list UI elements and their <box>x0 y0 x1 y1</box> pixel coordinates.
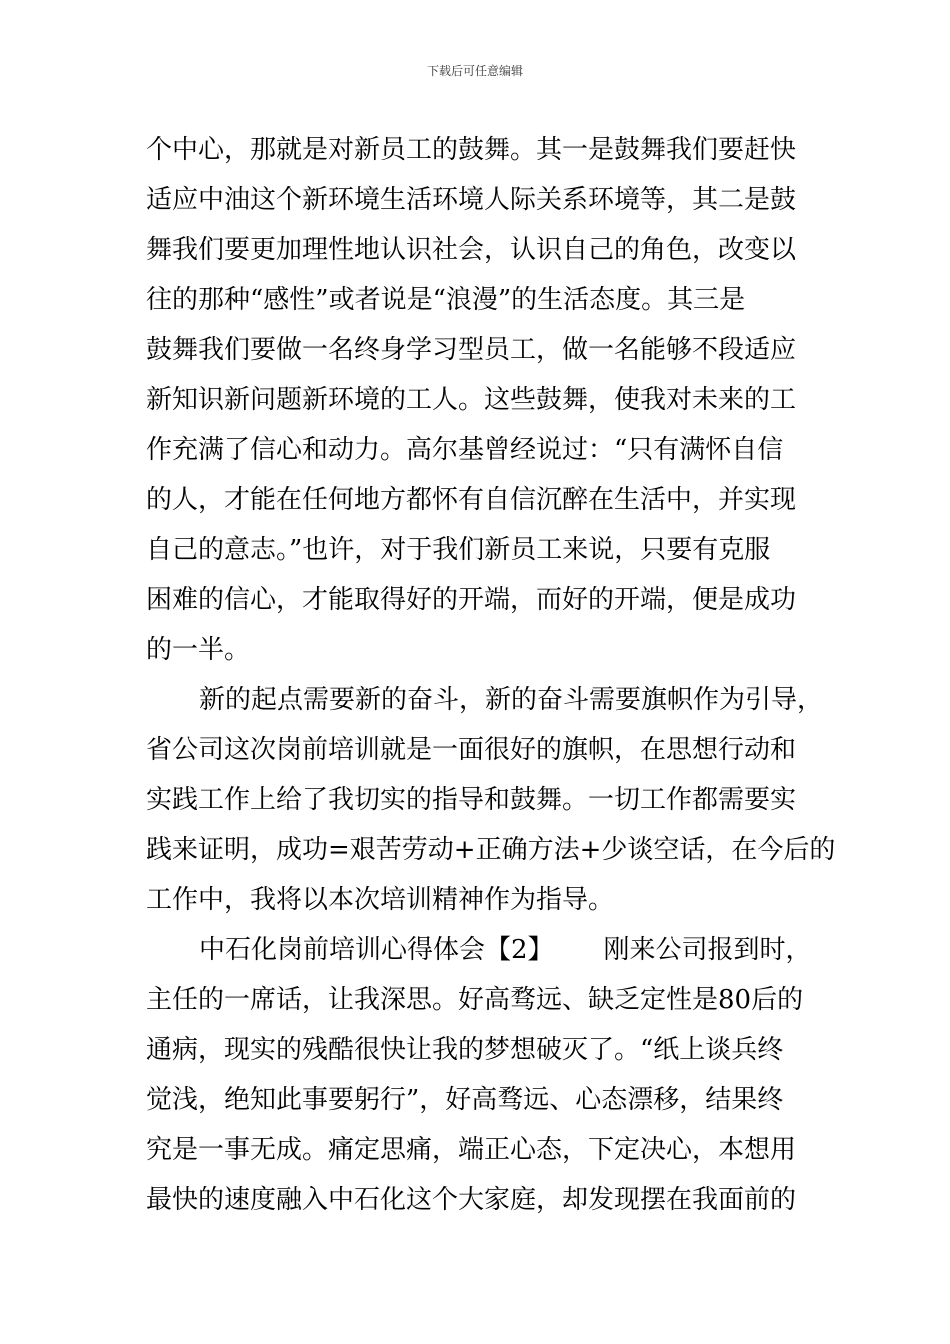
text-line: 作充满了信心和动力。高尔基曾经说过：“只有满怀自信 <box>146 435 784 465</box>
text-line: 省公司这次岗前培训就是一面很好的旗帜，在思想行动和 <box>146 735 797 765</box>
text-segment: 刚来公司报到时， <box>603 935 812 965</box>
text-line: 适应中油这个新环境生活环境人际关系环境等，其二是鼓 <box>146 185 797 215</box>
text-line: 最快的速度融入中石化这个大家庭，却发现摆在我面前的 <box>146 1185 797 1215</box>
text-line: 新知识新问题新环境的工人。这些鼓舞，使我对未来的工 <box>146 385 797 415</box>
text-line: 舞我们要更加理性地认识社会，认识自己的角色，改变以 <box>146 235 797 265</box>
text-line: 究是一事无成。痛定思痛，端正心态，下定决心，本想用 <box>146 1135 797 1165</box>
text-line: 困难的信心，才能取得好的开端，而好的开端，便是成功 <box>146 585 797 615</box>
text-line: 工作中，我将以本次培训精神作为指导。 <box>146 885 615 915</box>
text-line: 个中心，那就是对新员工的鼓舞。其一是鼓舞我们要赶快 <box>146 135 797 165</box>
text-line: 的人，才能在任何地方都怀有自信沉醉在生活中，并实现 <box>146 485 797 515</box>
text-line: 自己的意志。”也许，对于我们新员工来说，只要有克服 <box>146 535 771 565</box>
text-line: 鼓舞我们要做一名终身学习型员工，做一名能够不段适应 <box>146 335 797 365</box>
text-line: 主任的一席话，让我深思。好高骛远、缺乏定性是80后的 <box>146 985 804 1015</box>
text-line: 往的那种“感性”或者说是“浪漫”的生活态度。其三是 <box>146 285 746 315</box>
text-line: 觉浅，绝知此事要躬行”，好高骛远、心态漂移，结果终 <box>146 1085 784 1115</box>
section-heading: 中石化岗前培训心得体会【2】 <box>199 935 554 965</box>
text-line: 的一半。 <box>146 635 251 665</box>
page-header: 下载后可任意编辑 <box>426 64 523 78</box>
section-heading-line <box>199 933 812 967</box>
text-line: 践来证明，成功=艰苦劳动+正确方法+少谈空话，在今后的 <box>146 835 836 865</box>
text-line: 通病，现实的残酷很快让我的梦想破灭了。“纸上谈兵终 <box>146 1035 784 1065</box>
text-line: 实践工作上给了我切实的指导和鼓舞。一切工作都需要实 <box>146 785 797 815</box>
text-line: 新的起点需要新的奋斗，新的奋斗需要旗帜作为引导， <box>199 685 824 715</box>
